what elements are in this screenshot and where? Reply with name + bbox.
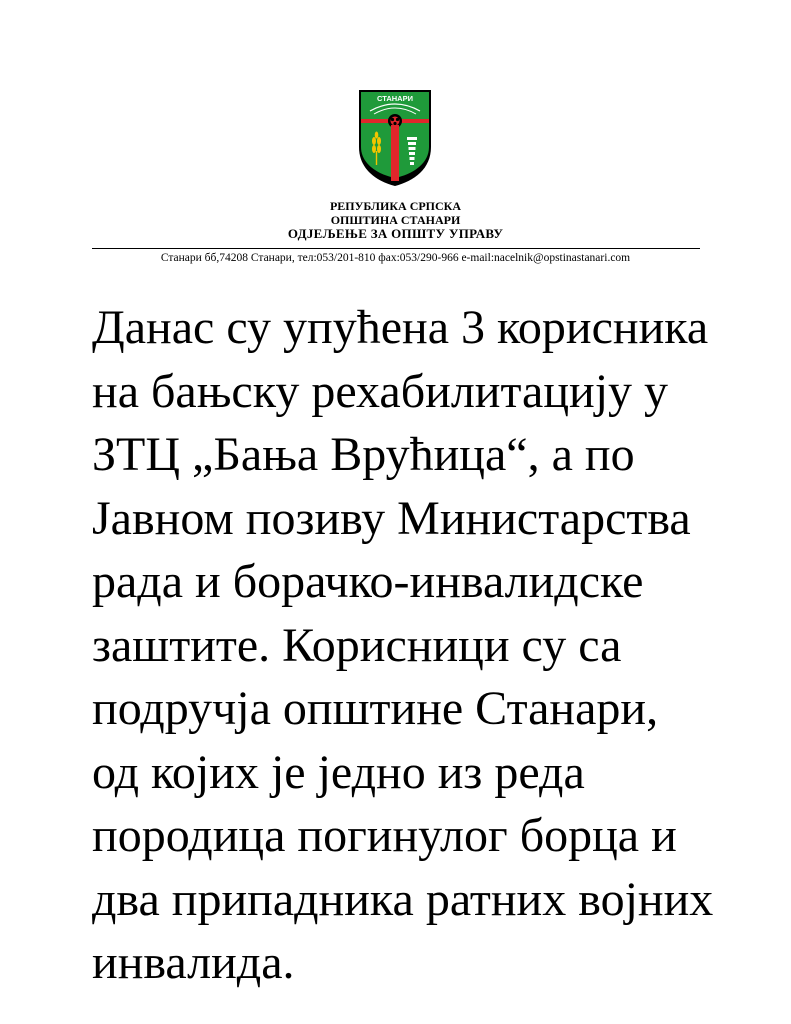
municipality-crest-icon [358, 89, 432, 187]
letterhead [0, 199, 791, 241]
announcement-line: породица погинулог борца и [92, 809, 677, 862]
letterhead-republic: РЕПУБЛИКА СРПСКА [329, 199, 462, 213]
letterhead-divider [92, 248, 700, 249]
announcement-line: заштите. Корисници су са [92, 618, 622, 672]
announcement-line: од којих је једно из реда [92, 745, 585, 799]
announcement-line: Данас су упућена 3 корисника [92, 301, 709, 354]
announcement-line: два припадника ратних војних [92, 872, 714, 926]
announcement-line: рада и борачко-инвалидске [92, 555, 644, 608]
announcement-line: на бањску рехабилитацију у [92, 364, 669, 418]
letterhead-contact: Станари бб,74208 Станари, тел:053/201-810 фах:053/290-966 e-mail:nacelnik@opstinastanari.com [160, 252, 631, 264]
announcement-line: Јавном позиву Министарства [92, 491, 691, 545]
letterhead-department: ОДЈЕЉЕЊЕ ЗА ОПШТУ УПРАВУ [287, 226, 504, 241]
announcement-line: ЗТЦ „Бања Врућица“, а по [92, 428, 635, 481]
letterhead-municipality: ОПШТИНА СТАНАРИ [330, 213, 461, 227]
announcement-text [92, 296, 732, 995]
announcement-line: подручја општине Станари, [92, 682, 659, 735]
announcement-line: инвалида. [92, 936, 295, 989]
crest-banner-text: СТАНАРИ [377, 94, 413, 103]
